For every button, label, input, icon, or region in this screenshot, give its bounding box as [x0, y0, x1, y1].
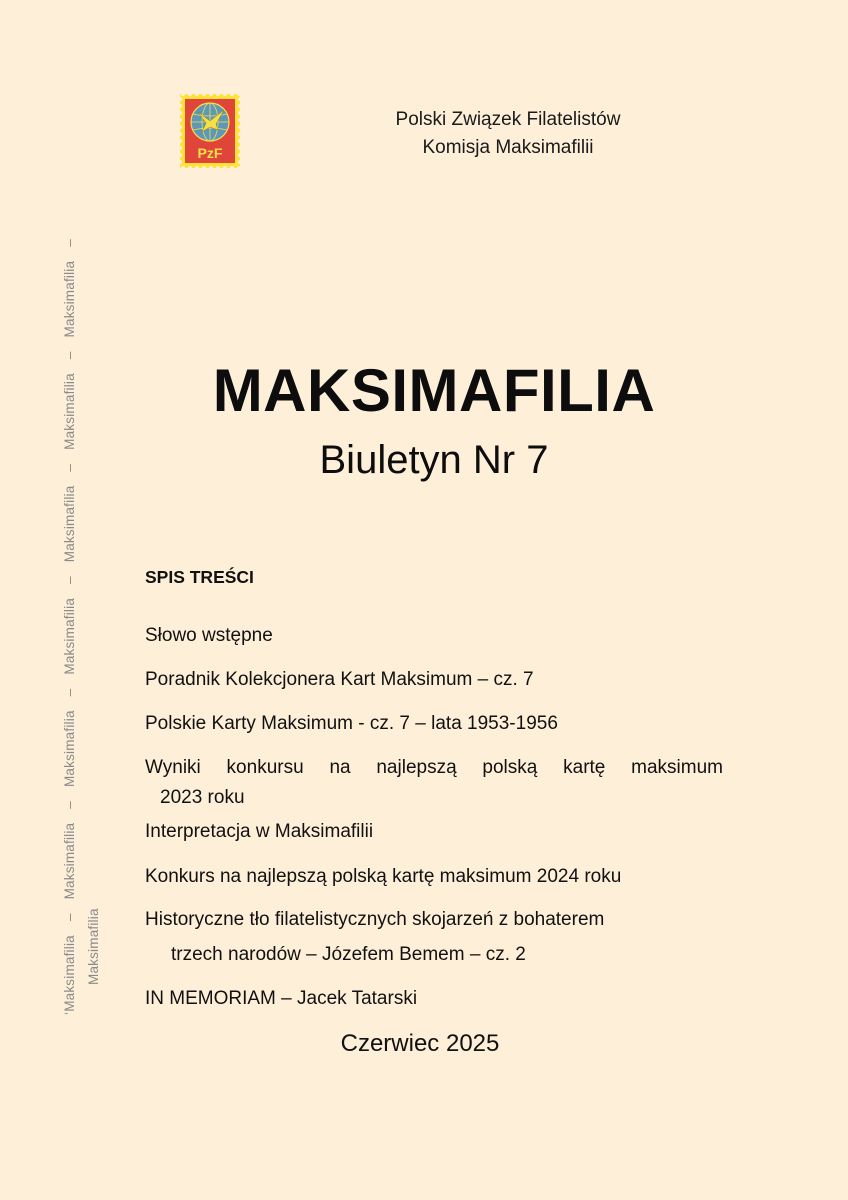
sidebar-word: Maksimafilia	[62, 597, 77, 675]
sidebar-column-2	[86, 908, 101, 985]
toc-heading: SPIS TREŚCI	[145, 567, 254, 587]
pzf-logo	[180, 94, 240, 168]
toc-item-text: Konkurs na najlepszą polską kartę maksimum 2024 roku	[145, 866, 622, 887]
sidebar-separator: –	[62, 688, 77, 697]
toc-item-text: Wyniki konkursu na najlepszą polską kartę maksimum	[145, 757, 723, 778]
toc-item	[145, 905, 604, 970]
sidebar-word: ‘Maksimafilia	[62, 935, 77, 1015]
publication-title: MAKSIMAFILIA	[212, 357, 656, 424]
toc-item-text: Poradnik Kolekcjonera Kart Maksimum – cz. 7	[145, 669, 534, 690]
toc-item	[145, 984, 417, 1014]
toc-item-continuation: 2023 roku	[160, 787, 245, 808]
toc-item-text: Polskie Karty Maksimum - cz. 7 – lata 1953-1956	[145, 713, 558, 734]
sidebar-word: Maksimafilia	[62, 373, 77, 450]
sidebar-separator: –	[62, 801, 77, 809]
toc-item	[145, 753, 723, 813]
sidebar-separator: –	[62, 351, 77, 360]
toc-item	[145, 665, 534, 695]
sidebar-word: Maksimafilia	[86, 908, 101, 985]
toc-item-text: Interpretacja w Maksimafilii	[145, 821, 374, 842]
publication-date: Czerwiec 2025	[340, 1030, 500, 1057]
toc-item	[145, 862, 621, 892]
sidebar-separator: –	[62, 463, 77, 472]
sidebar-word: Maksimafilia	[62, 485, 77, 563]
organization-name: Polski Związek Filatelistów	[395, 109, 621, 130]
toc-item-continuation: trzech narodów – Józefem Bemem – cz. 2	[171, 944, 526, 965]
toc-item-text: Słowo wstępne	[145, 625, 273, 646]
sidebar-separator: –	[62, 239, 77, 247]
svg-text:PzF: PzF	[197, 145, 223, 161]
commission-name: Komisja Maksimafilii	[422, 137, 594, 158]
sidebar-separator: –	[62, 576, 77, 584]
toc-item	[145, 621, 273, 651]
sidebar-word: Maksimafilia	[62, 260, 77, 338]
sidebar-column-1	[62, 225, 77, 1015]
organization-header	[360, 106, 656, 162]
pzf-stamp-logo-icon	[180, 94, 240, 168]
toc-item-text: IN MEMORIAM – Jacek Tatarski	[145, 988, 418, 1009]
sidebar-separator: –	[62, 913, 77, 922]
sidebar-word: Maksimafilia	[62, 822, 77, 900]
toc-item-text: Historyczne tło filatelistycznych skojarzeń z bohaterem	[145, 909, 605, 930]
toc-item	[145, 709, 558, 739]
toc-item	[145, 817, 373, 847]
publication-subtitle: Biuletyn Nr 7	[319, 438, 549, 482]
sidebar-word: Maksimafilia	[62, 710, 77, 788]
vertical-sidebar	[0, 0, 120, 1200]
